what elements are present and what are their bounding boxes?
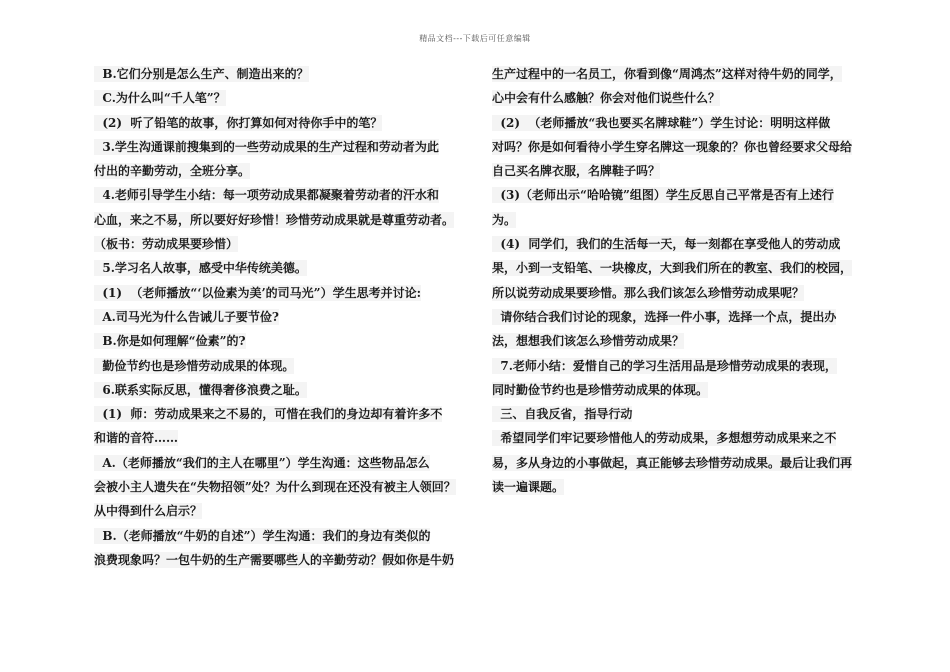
text-line [94,426,466,450]
text-line [94,281,466,305]
text-line-content: 5.学习名人故事，感受中华传统美德。 [94,261,307,276]
text-line-content: 所以说劳动成果要珍惜。那么我们该怎么珍惜劳动成果呢？ [492,285,805,300]
text-line [94,111,466,135]
text-line [492,305,864,329]
text-line [492,475,864,499]
text-line [492,208,864,232]
text-line [94,548,466,572]
text-line [492,183,864,207]
text-line-content: B.（老师播放“牛奶的自述”）学生沟通：我们的身边有类似的 [94,528,431,543]
text-line-content: A.司马光为什么告诫儿子要节俭? [94,309,279,324]
text-line-content: 勤俭节约也是珍惜劳动成果的体现。 [94,358,295,373]
text-line-content: 会被小主人遗失在“失物招领”处？为什么到现在还没有被主人领回？ [94,480,456,495]
text-line-content: (1) （老师播放“‘以俭素为美’的司马光”）学生思考并讨论: [94,285,422,300]
text-line-content: 4.老师引导学生小结：每一项劳动成果都凝聚着劳动者的汗水和 [94,188,439,203]
text-line-content: 自己买名牌衣服，名牌鞋子吗？ [492,164,661,179]
text-line-content: 心中会有什么感触？你会对他们说些什么？ [492,91,721,106]
text-line [94,86,466,110]
text-line [492,329,864,353]
text-line-content: 对吗？你是如何看待小学生穿名牌这一现象的？你也曾经要求父母给 [492,139,853,154]
text-line [492,86,864,110]
text-line [492,111,864,135]
text-line-content: (1) 师：劳动成果来之不易的，可惜在我们的身边却有着许多不 [94,407,443,422]
text-line-content: (3)（老师出示“哈哈镜”组图）学生反思自己平常是否有上述行 [492,188,834,203]
text-line [492,256,864,280]
text-line-content: 付出的辛勤劳动，全班分享。 [94,164,251,179]
text-line-content: 浪费现象吗？一包牛奶的生产需要哪些人的辛勤劳动？假如你是牛奶 [94,552,455,567]
text-line-content: 心血，来之不易，所以要好好珍惜！珍惜劳动成果就是尊重劳动者。 [94,212,455,227]
text-line [94,329,466,353]
text-line [492,62,864,86]
text-line-content: A.（老师播放“我们的主人在哪里”）学生沟通：这些物品怎么 [94,455,430,470]
text-line-content: 果，小到一支铅笔、一块橡皮，大到我们所在的教室、我们的校园， [492,261,853,276]
text-line-content: (2) （老师播放“我也要买名牌球鞋”）学生讨论：明明这样做 [492,115,831,130]
text-line [94,305,466,329]
text-line [94,135,466,159]
text-line [94,183,466,207]
text-line-content: （板书：劳动成果要珍惜） [94,237,239,252]
text-line [94,354,466,378]
text-line [492,402,864,426]
text-line-content: 从中得到什么启示？ [94,504,203,519]
left-column [94,62,466,572]
text-line [94,159,466,183]
text-line [492,281,864,305]
text-line [94,378,466,402]
text-line-content: 7.老师小结：爱惜自己的学习生活用品是珍惜劳动成果的表现， [492,358,837,373]
text-line [492,159,864,183]
header-text: 精品文档---下载后可任意编辑 [419,34,531,43]
text-line-content: 请你结合我们讨论的现象，选择一件小事，选择一个点，提出办 [492,309,837,324]
text-line [94,256,466,280]
text-line-content: 生产过程中的一名员工，你看到像“周鸿杰”这样对待牛奶的同学， [492,67,842,81]
text-line [492,451,864,475]
text-line-content: 同时勤俭节约也是珍惜劳动成果的体现。 [492,382,709,397]
text-line [94,475,466,499]
text-line [94,232,466,256]
text-line [94,402,466,426]
text-line-content: 易，多从身边的小事做起，真正能够去珍惜劳动成果。最后让我们再 [492,455,853,470]
text-line [94,62,466,86]
text-line-content: (2) 听了铅笔的故事，你打算如何对待你手中的笔？ [94,115,383,130]
text-line-content: 三、自我反省，指导行动 [492,407,633,422]
text-line [492,232,864,256]
text-line [94,524,466,548]
text-line [492,354,864,378]
text-line [94,451,466,475]
text-line-content: (4) 同学们，我们的生活每一天，每一刻都在享受他人的劳动成 [492,237,841,252]
text-line [492,426,864,450]
text-line-content: 法，想想我们该怎么珍惜劳动成果？ [492,334,685,349]
text-line-content: 希望同学们牢记要珍惜他人的劳动成果，多想想劳动成果来之不 [492,431,837,446]
text-line [94,499,466,523]
text-line-content: 3.学生沟通课前搜集到的一些劳动成果的生产过程和劳动者为此 [94,139,439,154]
text-line [94,208,466,232]
text-line-content: C.为什么叫“千人笔”？ [94,91,226,106]
text-line-content: B.它们分别是怎么生产、制造出来的？ [94,67,309,81]
text-line-content: 为。 [492,212,517,227]
text-line [492,135,864,159]
text-line-content: 6.联系实际反思，懂得奢侈浪费之耻。 [94,382,307,397]
text-line [492,378,864,402]
page-header [0,33,950,44]
text-line-content: 和谐的音符…… [94,431,179,446]
right-column [492,62,864,499]
text-line-content: B.你是如何理解“俭素”的? [94,334,246,349]
text-line-content: 读一遍课题。 [492,480,565,495]
